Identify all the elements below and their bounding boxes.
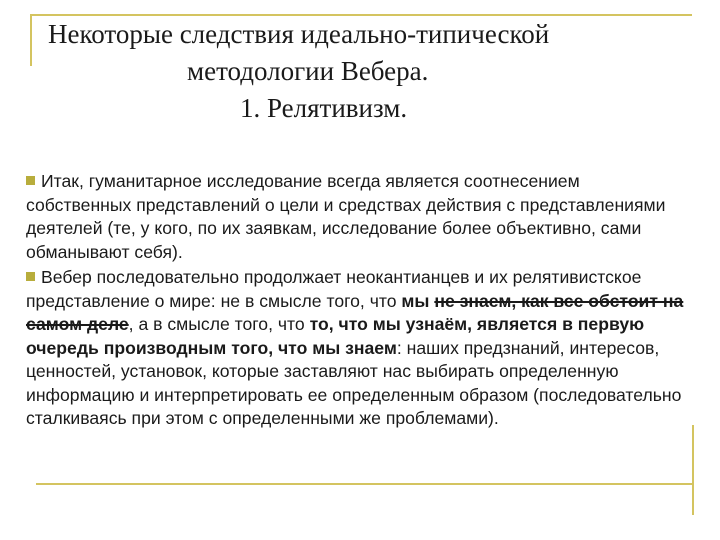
right-accent-rule xyxy=(692,425,694,515)
square-bullet-icon xyxy=(26,272,35,281)
bottom-accent-rule xyxy=(36,483,692,485)
paragraph-2-part-6: : наших предзнаний, интересов, ценностей, установок, которые заставляют нас выбирать определенную информацию и интерпретировать ее определенным образом (последовательно сталкиваясь при этом с определенными же проблемами). xyxy=(26,337,682,428)
paragraph-2-part-1: Вебер последовательно продолжает неокантианцев и их релятивистское представление о мире: не в смысле того, что xyxy=(26,267,642,311)
square-bullet-icon xyxy=(26,176,35,185)
paragraph-1-text: Итак, гуманитарное исследование всегда является соотнесением собственных представлений о цели и средствах действия с представлениями деятелей (те, у кого, по их заявкам, исследование более объективно, сами обманывают себя). xyxy=(26,171,666,262)
bullet-paragraph-2 xyxy=(26,266,686,431)
slide-title xyxy=(30,16,692,127)
title-line-3: 1. Релятивизм. xyxy=(240,93,408,123)
paragraph-2-part-5: то, что мы узнаём, является в первую очередь производным того, что мы знаем xyxy=(26,314,645,358)
paragraph-2-part-4: , а в смысле того, что xyxy=(128,314,310,334)
paragraph-2-part-2: мы xyxy=(401,290,435,311)
slide-body xyxy=(26,170,686,433)
paragraph-2-part-3: не знаем, как все обстоит на самом деле xyxy=(26,290,684,334)
title-line-2: методологии Вебера. xyxy=(187,56,429,86)
bullet-paragraph-1 xyxy=(26,170,686,264)
title-line-1: Некоторые следствия идеально-типической xyxy=(48,19,550,49)
